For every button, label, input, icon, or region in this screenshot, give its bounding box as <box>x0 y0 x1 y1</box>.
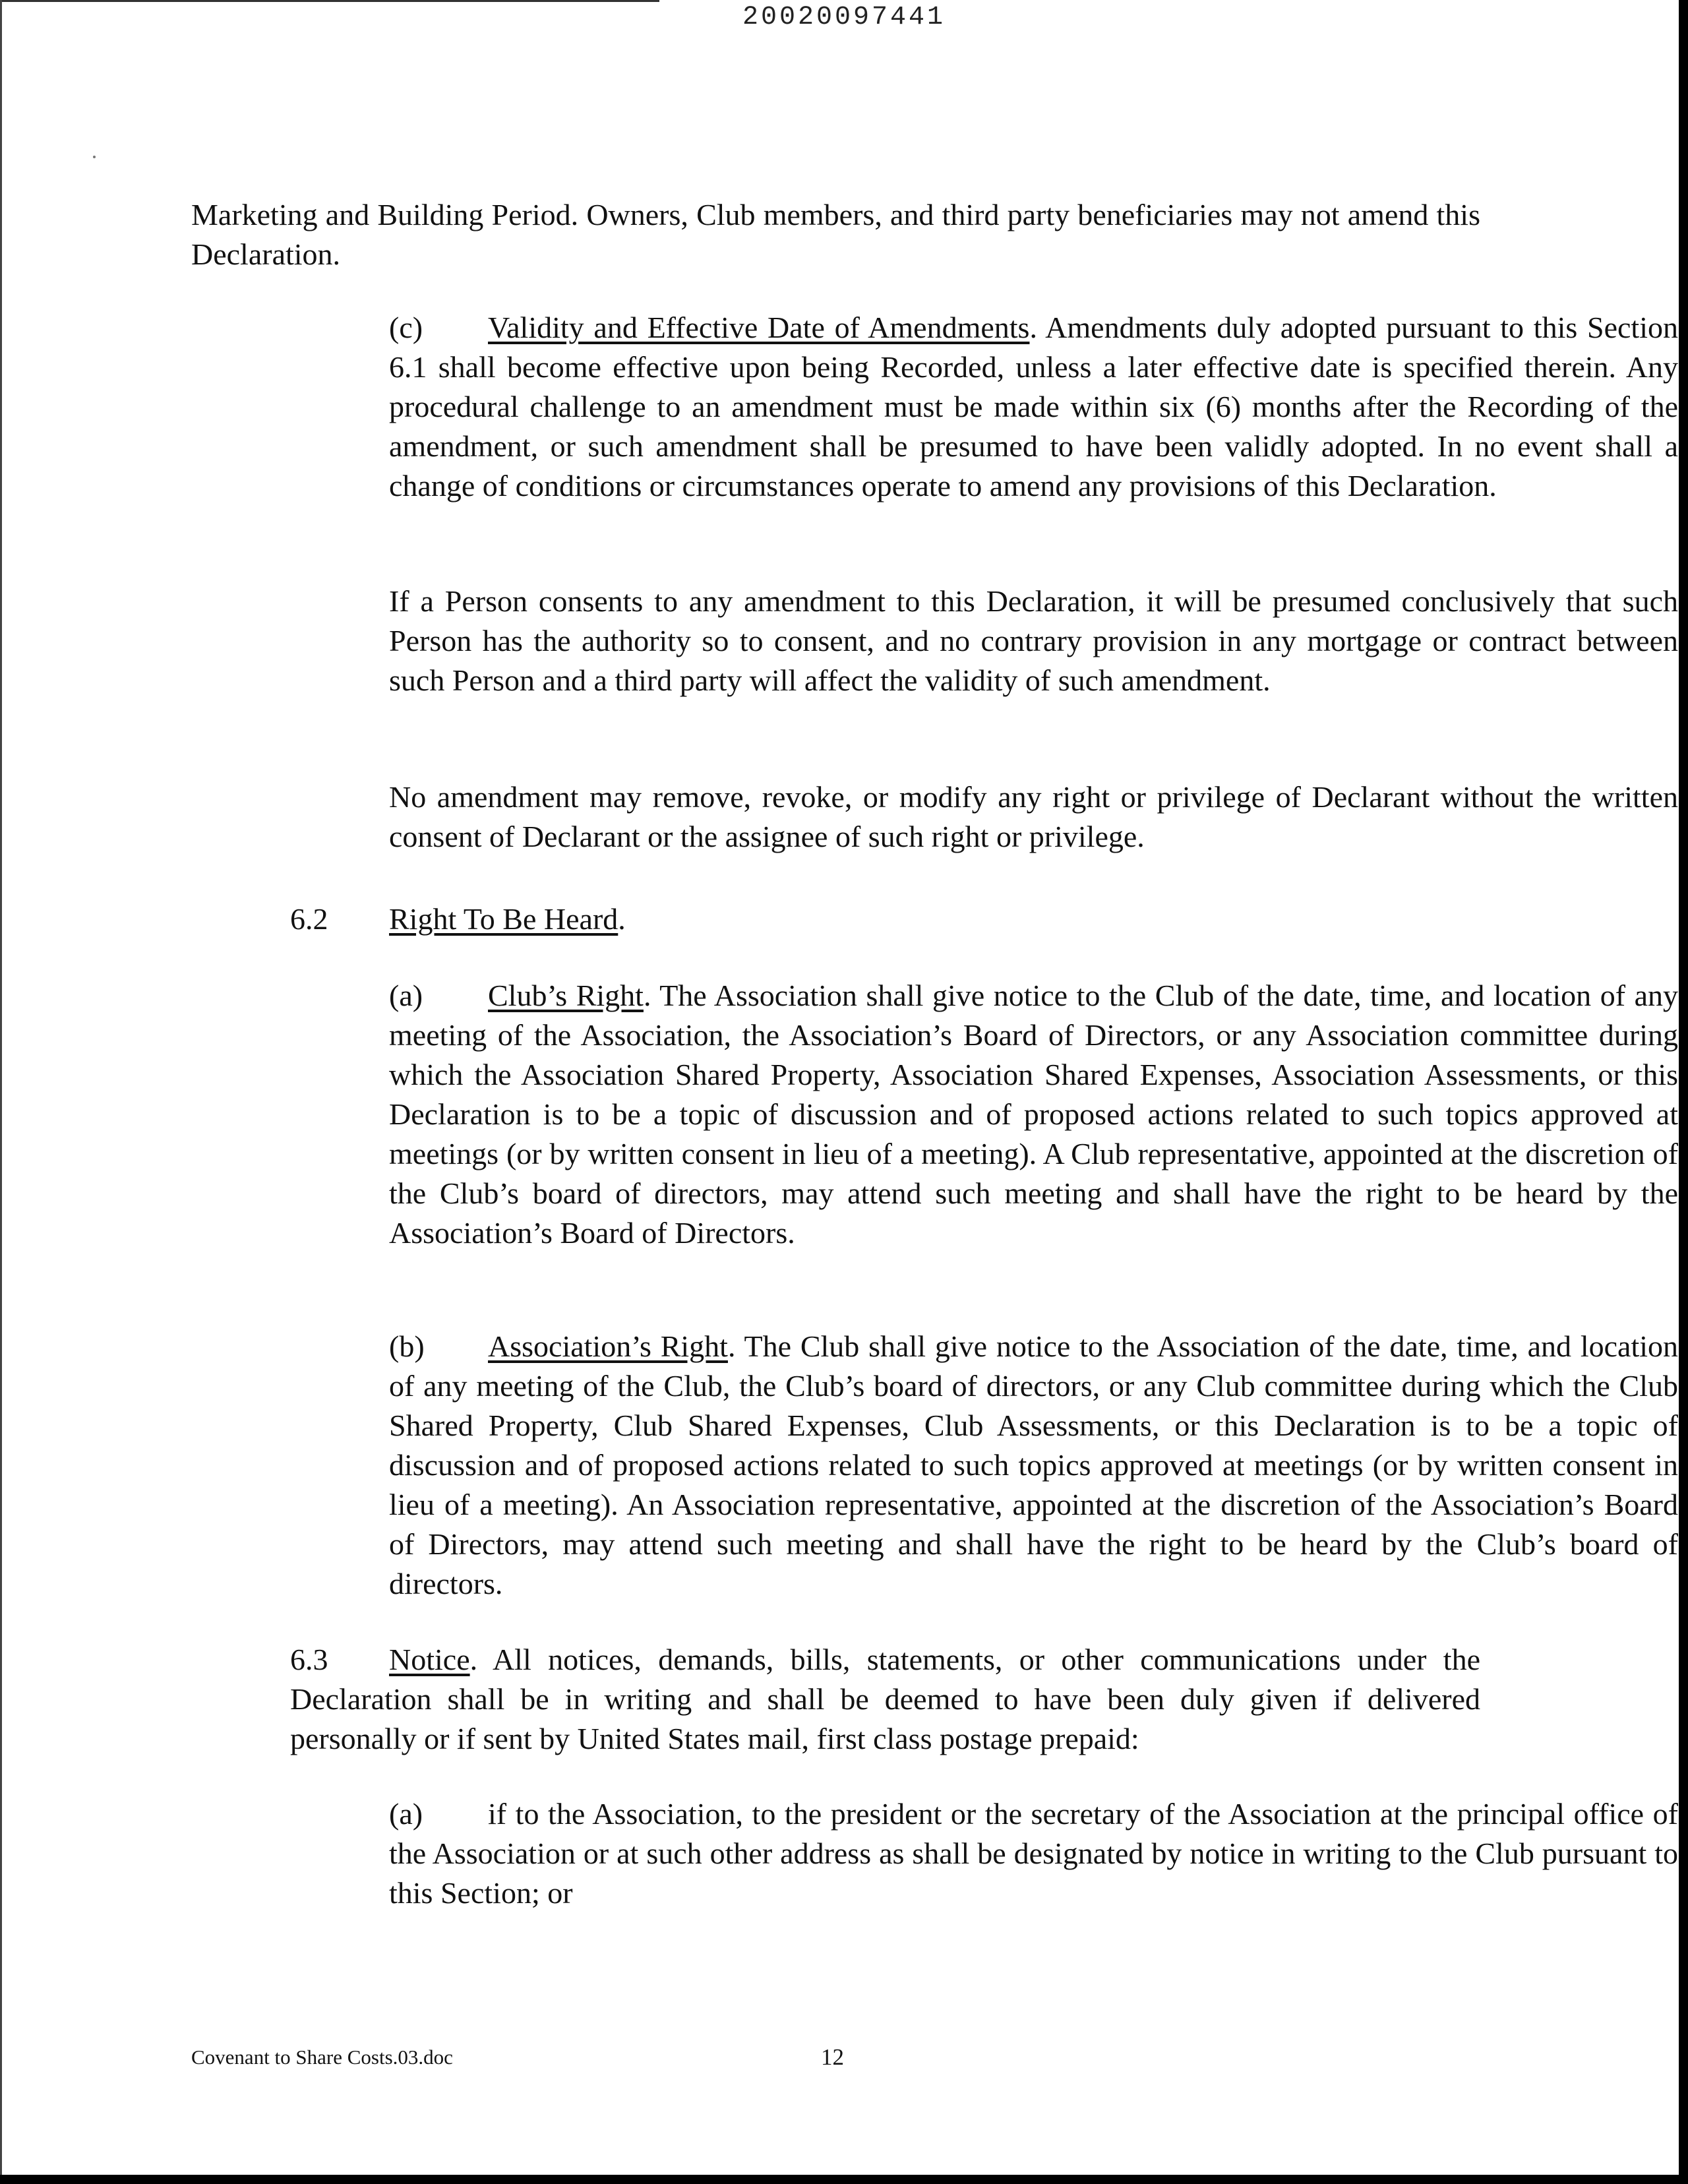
paragraph-notice-association <box>191 1794 1678 1913</box>
section-title: Notice <box>389 1643 470 1676</box>
paragraph-text: . Amendments duly adopted pursuant to this Section 6.1 shall become effective upon being Recorded, unless a later effective date is specified therein. Any procedural challenge to an amendment must be made within six (6) months after the Recording of the amendment, or such amendment shall be presumed to have been validly adopted. In no event shall a change of conditions or circumstances operate to amend any provisions of this Declaration. <box>389 311 1678 502</box>
paragraph-text: . The Club shall give notice to the Association of the date, time, and location of any meeting of the Club, the Club’s board of directors, or any Club committee during which the Club Shared Property, Club Shared Expenses, Club Assessments, or this Declaration is to be a topic of discussion and of proposed actions related to such topics approved at meetings (or by written consent in lieu of a meeting). An Association representative, appointed at the discretion of the Association’s Board of Directors, may attend such meeting and shall have the right to be heard by the Club’s board of directors. <box>389 1329 1679 1600</box>
paragraph-text: if to the Association, to the president or the secretary of the Association at the principal office of the Association or at such other address as shall be designated by notice in writing to the Club pursuant to this Section; or <box>389 1797 1678 1910</box>
scan-border-bottom <box>0 2175 1688 2184</box>
paragraph-text: . All notices, demands, bills, statements, or other communications under the Declaration shall be in writing and shall be deemed to have been duly given if delivered personally or if sent by United States mail, first class postage prepaid: <box>290 1643 1480 1755</box>
section-number: 6.2 <box>290 902 328 936</box>
section-title: Right To Be Heard <box>389 902 618 936</box>
item-number: (b) <box>389 1329 425 1363</box>
footer-filename: Covenant to Share Costs.03.doc <box>191 2046 453 2069</box>
item-number: (a) <box>389 1797 423 1831</box>
paragraph-text: . The Association shall give notice to the Club of the date, time, and location of any meeting of the Association, the Association’s Board of Directors, or any Association committee during which the Association Shared Property, Association Shared Expenses, Association Assessments, or this Declaration is to be a topic of discussion and of proposed actions related to such topics approved at meetings (or by written consent in lieu of a meeting). A Club representative, appointed at the discretion of the Club’s board of directors, may attend such meeting and shall have the right to be heard by the Association’s Board of Directors. <box>389 979 1678 1250</box>
paragraph-clubs-right <box>191 976 1678 1253</box>
paragraph-consent <box>191 582 1678 700</box>
section-title-period: . <box>618 902 626 936</box>
scan-border-left <box>0 0 2 2184</box>
scan-speck <box>93 156 96 158</box>
item-title: Association’s Right <box>488 1329 728 1363</box>
item-number: (a) <box>389 979 423 1012</box>
paragraph-continuation <box>191 195 1480 274</box>
paragraph-text: Marketing and Building Period. Owners, Club members, and third party beneficiaries may not amend this Declaration. <box>191 198 1480 271</box>
paragraph-amendments-validity <box>191 308 1678 506</box>
section-number: 6.3 <box>290 1643 328 1676</box>
item-title: Club’s Right <box>488 979 644 1012</box>
paragraph-notice <box>191 1640 1480 1759</box>
scan-border-right <box>1679 0 1688 2184</box>
paragraph-text: No amendment may remove, revoke, or modify any right or privilege of Declarant without the written consent of Declarant or the assignee of such right or privilege. <box>389 780 1678 853</box>
paragraph-no-amendment <box>191 777 1678 857</box>
item-number: (c) <box>389 311 423 344</box>
paragraph-associations-right <box>191 1327 1678 1604</box>
page-number: 12 <box>821 2044 844 2070</box>
section-heading-6-2 <box>290 899 626 939</box>
item-title: Validity and Effective Date of Amendments <box>488 311 1030 344</box>
document-number: 20020097441 <box>742 3 946 32</box>
scan-border-top <box>0 0 659 2</box>
paragraph-text: If a Person consents to any amendment to this Declaration, it will be presumed conclusively that such Person has the authority so to consent, and no contrary provision in any mortgage or contract between such Person and a third party will affect the validity of such amendment. <box>389 584 1678 697</box>
